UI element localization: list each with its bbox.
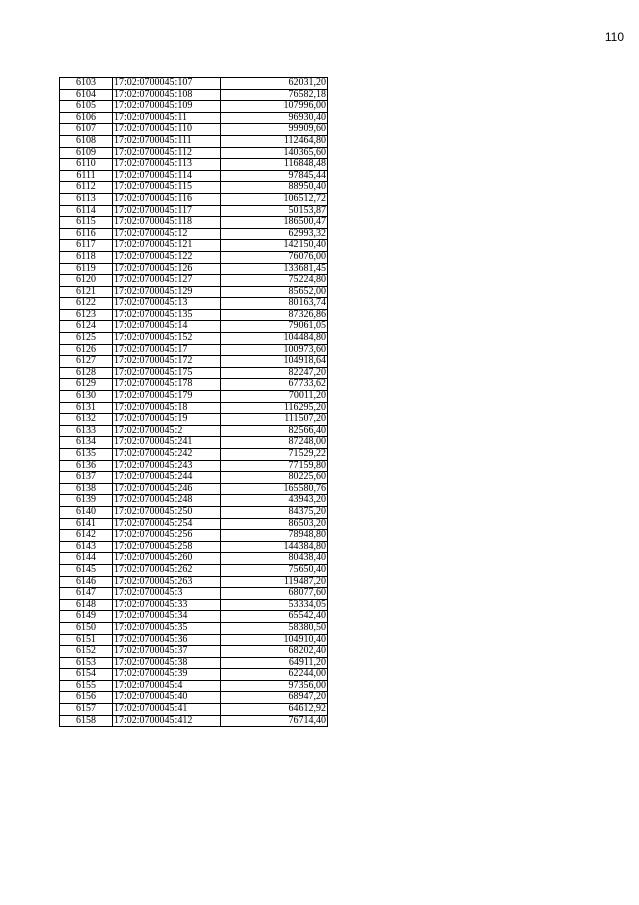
row-number-cell: 6122: [60, 298, 113, 310]
cadastral-number-cell: 17:02:0700045:412: [113, 715, 221, 727]
row-number-cell: 6142: [60, 530, 113, 542]
cadastral-number-cell: 17:02:0700045:14: [113, 321, 221, 333]
table-row: [60, 379, 328, 391]
cadastral-value-cell: 133681,45: [221, 263, 328, 275]
cadastral-value-cell: 75224,80: [221, 275, 328, 287]
cadastral-number-cell: 17:02:0700045:41: [113, 704, 221, 716]
table-row: [60, 112, 328, 124]
table-row: [60, 704, 328, 716]
row-number-cell: 6154: [60, 669, 113, 681]
cadastral-value-cell: 97845,44: [221, 170, 328, 182]
table-row: [60, 217, 328, 229]
cadastral-number-cell: 17:02:0700045:34: [113, 611, 221, 623]
cadastral-value-cell: 82247,20: [221, 367, 328, 379]
cadastral-number-cell: 17:02:0700045:40: [113, 692, 221, 704]
table-row: [60, 437, 328, 449]
row-number-cell: 6148: [60, 599, 113, 611]
cadastral-number-cell: 17:02:0700045:129: [113, 286, 221, 298]
table-row: [60, 101, 328, 113]
table-row: [60, 286, 328, 298]
cadastral-value-cell: 53334,05: [221, 599, 328, 611]
cadastral-number-cell: 17:02:0700045:107: [113, 78, 221, 90]
cadastral-number-cell: 17:02:0700045:12: [113, 228, 221, 240]
table-row: [60, 553, 328, 565]
cadastral-value-cell: 186500,47: [221, 217, 328, 229]
table-row: [60, 657, 328, 669]
cadastral-number-cell: 17:02:0700045:126: [113, 263, 221, 275]
cadastral-value-cell: 119487,20: [221, 576, 328, 588]
row-number-cell: 6127: [60, 356, 113, 368]
cadastral-number-cell: 17:02:0700045:117: [113, 205, 221, 217]
cadastral-number-cell: 17:02:0700045:241: [113, 437, 221, 449]
cadastral-value-cell: 68202,40: [221, 646, 328, 658]
cadastral-value-cell: 111507,20: [221, 414, 328, 426]
cadastral-value-cell: 140365,60: [221, 147, 328, 159]
cadastral-number-cell: 17:02:0700045:175: [113, 367, 221, 379]
row-number-cell: 6108: [60, 135, 113, 147]
table-row: [60, 333, 328, 345]
cadastral-value-cell: 116295,20: [221, 402, 328, 414]
table-row: [60, 402, 328, 414]
row-number-cell: 6116: [60, 228, 113, 240]
row-number-cell: 6147: [60, 588, 113, 600]
row-number-cell: 6119: [60, 263, 113, 275]
cadastral-number-cell: 17:02:0700045:13: [113, 298, 221, 310]
cadastral-value-cell: 76076,00: [221, 251, 328, 263]
cadastral-number-cell: 17:02:0700045:243: [113, 460, 221, 472]
cadastral-value-cell: 77159,80: [221, 460, 328, 472]
row-number-cell: 6135: [60, 449, 113, 461]
cadastral-number-cell: 17:02:0700045:111: [113, 135, 221, 147]
cadastral-value-cell: 78948,80: [221, 530, 328, 542]
table-row: [60, 715, 328, 727]
table-row: [60, 263, 328, 275]
table-row: [60, 367, 328, 379]
cadastral-number-cell: 17:02:0700045:179: [113, 391, 221, 403]
cadastral-number-cell: 17:02:0700045:115: [113, 182, 221, 194]
row-number-cell: 6138: [60, 483, 113, 495]
cadastral-number-cell: 17:02:0700045:178: [113, 379, 221, 391]
table-row: [60, 182, 328, 194]
cadastral-value-table: [59, 77, 328, 727]
row-number-cell: 6114: [60, 205, 113, 217]
cadastral-number-cell: 17:02:0700045:36: [113, 634, 221, 646]
cadastral-value-cell: 62244,00: [221, 669, 328, 681]
row-number-cell: 6131: [60, 402, 113, 414]
row-number-cell: 6124: [60, 321, 113, 333]
row-number-cell: 6106: [60, 112, 113, 124]
cadastral-value-cell: 67733,62: [221, 379, 328, 391]
row-number-cell: 6144: [60, 553, 113, 565]
row-number-cell: 6152: [60, 646, 113, 658]
row-number-cell: 6111: [60, 170, 113, 182]
row-number-cell: 6118: [60, 251, 113, 263]
table-row: [60, 321, 328, 333]
table-row: [60, 622, 328, 634]
cadastral-value-cell: 79061,05: [221, 321, 328, 333]
row-number-cell: 6137: [60, 472, 113, 484]
table-row: [60, 251, 328, 263]
row-number-cell: 6136: [60, 460, 113, 472]
table-row: [60, 611, 328, 623]
cadastral-value-cell: 50153,87: [221, 205, 328, 217]
cadastral-value-cell: 82566,40: [221, 425, 328, 437]
row-number-cell: 6153: [60, 657, 113, 669]
table-row: [60, 356, 328, 368]
cadastral-number-cell: 17:02:0700045:109: [113, 101, 221, 113]
cadastral-value-cell: 62993,32: [221, 228, 328, 240]
table-row: [60, 541, 328, 553]
cadastral-number-cell: 17:02:0700045:110: [113, 124, 221, 136]
row-number-cell: 6143: [60, 541, 113, 553]
cadastral-value-cell: 165580,76: [221, 483, 328, 495]
cadastral-value-cell: 62031,20: [221, 78, 328, 90]
table-row: [60, 634, 328, 646]
cadastral-value-cell: 144384,80: [221, 541, 328, 553]
row-number-cell: 6115: [60, 217, 113, 229]
cadastral-value-cell: 88950,40: [221, 182, 328, 194]
cadastral-value-cell: 96930,40: [221, 112, 328, 124]
cadastral-value-cell: 64612,92: [221, 704, 328, 716]
cadastral-number-cell: 17:02:0700045:118: [113, 217, 221, 229]
table-row: [60, 692, 328, 704]
row-number-cell: 6157: [60, 704, 113, 716]
page-number: 110: [604, 30, 624, 44]
table-row: [60, 135, 328, 147]
cadastral-value-cell: 116848,48: [221, 159, 328, 171]
cadastral-value-cell: 71529,22: [221, 449, 328, 461]
cadastral-number-cell: 17:02:0700045:108: [113, 89, 221, 101]
cadastral-number-cell: 17:02:0700045:18: [113, 402, 221, 414]
table-row: [60, 78, 328, 90]
cadastral-number-cell: 17:02:0700045:11: [113, 112, 221, 124]
cadastral-number-cell: 17:02:0700045:37: [113, 646, 221, 658]
table-row: [60, 449, 328, 461]
cadastral-number-cell: 17:02:0700045:121: [113, 240, 221, 252]
table-row: [60, 391, 328, 403]
row-number-cell: 6155: [60, 680, 113, 692]
table-body: [60, 78, 328, 727]
row-number-cell: 6132: [60, 414, 113, 426]
cadastral-value-cell: 65542,40: [221, 611, 328, 623]
cadastral-value-cell: 68077,60: [221, 588, 328, 600]
cadastral-number-cell: 17:02:0700045:262: [113, 564, 221, 576]
cadastral-number-cell: 17:02:0700045:135: [113, 309, 221, 321]
table-row: [60, 193, 328, 205]
cadastral-number-cell: 17:02:0700045:38: [113, 657, 221, 669]
row-number-cell: 6139: [60, 495, 113, 507]
cadastral-value-cell: 76714,40: [221, 715, 328, 727]
cadastral-number-cell: 17:02:0700045:35: [113, 622, 221, 634]
row-number-cell: 6145: [60, 564, 113, 576]
table-row: [60, 414, 328, 426]
cadastral-number-cell: 17:02:0700045:112: [113, 147, 221, 159]
cadastral-number-cell: 17:02:0700045:152: [113, 333, 221, 345]
cadastral-number-cell: 17:02:0700045:172: [113, 356, 221, 368]
row-number-cell: 6112: [60, 182, 113, 194]
table-row: [60, 680, 328, 692]
row-number-cell: 6128: [60, 367, 113, 379]
row-number-cell: 6133: [60, 425, 113, 437]
row-number-cell: 6140: [60, 506, 113, 518]
row-number-cell: 6126: [60, 344, 113, 356]
cadastral-number-cell: 17:02:0700045:4: [113, 680, 221, 692]
table-row: [60, 669, 328, 681]
row-number-cell: 6146: [60, 576, 113, 588]
cadastral-number-cell: 17:02:0700045:254: [113, 518, 221, 530]
cadastral-number-cell: 17:02:0700045:114: [113, 170, 221, 182]
table-row: [60, 506, 328, 518]
table-row: [60, 588, 328, 600]
cadastral-value-cell: 104484,80: [221, 333, 328, 345]
row-number-cell: 6123: [60, 309, 113, 321]
cadastral-value-cell: 43943,20: [221, 495, 328, 507]
cadastral-value-cell: 107996,00: [221, 101, 328, 113]
cadastral-value-cell: 86503,20: [221, 518, 328, 530]
row-number-cell: 6105: [60, 101, 113, 113]
row-number-cell: 6120: [60, 275, 113, 287]
row-number-cell: 6158: [60, 715, 113, 727]
row-number-cell: 6130: [60, 391, 113, 403]
cadastral-value-cell: 58380,50: [221, 622, 328, 634]
cadastral-value-cell: 68947,20: [221, 692, 328, 704]
table-row: [60, 530, 328, 542]
cadastral-value-cell: 106512,72: [221, 193, 328, 205]
row-number-cell: 6156: [60, 692, 113, 704]
cadastral-value-cell: 87248,00: [221, 437, 328, 449]
row-number-cell: 6109: [60, 147, 113, 159]
cadastral-number-cell: 17:02:0700045:2: [113, 425, 221, 437]
table-row: [60, 89, 328, 101]
cadastral-value-cell: 75650,40: [221, 564, 328, 576]
cadastral-value-cell: 87326,86: [221, 309, 328, 321]
table-row: [60, 298, 328, 310]
table-row: [60, 170, 328, 182]
cadastral-number-cell: 17:02:0700045:263: [113, 576, 221, 588]
cadastral-number-cell: 17:02:0700045:258: [113, 541, 221, 553]
cadastral-number-cell: 17:02:0700045:246: [113, 483, 221, 495]
row-number-cell: 6121: [60, 286, 113, 298]
cadastral-number-cell: 17:02:0700045:122: [113, 251, 221, 263]
table-row: [60, 124, 328, 136]
cadastral-value-cell: 142150,40: [221, 240, 328, 252]
cadastral-value-cell: 84375,20: [221, 506, 328, 518]
cadastral-number-cell: 17:02:0700045:244: [113, 472, 221, 484]
cadastral-number-cell: 17:02:0700045:113: [113, 159, 221, 171]
row-number-cell: 6117: [60, 240, 113, 252]
cadastral-value-cell: 76582,18: [221, 89, 328, 101]
table-row: [60, 483, 328, 495]
row-number-cell: 6107: [60, 124, 113, 136]
row-number-cell: 6104: [60, 89, 113, 101]
table-row: [60, 344, 328, 356]
row-number-cell: 6110: [60, 159, 113, 171]
cadastral-number-cell: 17:02:0700045:260: [113, 553, 221, 565]
cadastral-number-cell: 17:02:0700045:242: [113, 449, 221, 461]
cadastral-number-cell: 17:02:0700045:33: [113, 599, 221, 611]
cadastral-value-cell: 80438,40: [221, 553, 328, 565]
row-number-cell: 6150: [60, 622, 113, 634]
row-number-cell: 6149: [60, 611, 113, 623]
cadastral-value-cell: 112464,80: [221, 135, 328, 147]
table-row: [60, 472, 328, 484]
cadastral-number-cell: 17:02:0700045:248: [113, 495, 221, 507]
row-number-cell: 6151: [60, 634, 113, 646]
row-number-cell: 6129: [60, 379, 113, 391]
table-row: [60, 576, 328, 588]
table-row: [60, 240, 328, 252]
cadastral-number-cell: 17:02:0700045:256: [113, 530, 221, 542]
table-row: [60, 518, 328, 530]
cadastral-value-cell: 70011,20: [221, 391, 328, 403]
cadastral-value-cell: 97356,00: [221, 680, 328, 692]
row-number-cell: 6113: [60, 193, 113, 205]
cadastral-value-cell: 100973,60: [221, 344, 328, 356]
table-row: [60, 275, 328, 287]
table-row: [60, 646, 328, 658]
table-row: [60, 564, 328, 576]
cadastral-value-cell: 99909,60: [221, 124, 328, 136]
table-row: [60, 228, 328, 240]
row-number-cell: 6134: [60, 437, 113, 449]
cadastral-number-cell: 17:02:0700045:3: [113, 588, 221, 600]
table-row: [60, 495, 328, 507]
cadastral-value-cell: 104910,40: [221, 634, 328, 646]
table-row: [60, 425, 328, 437]
cadastral-number-cell: 17:02:0700045:116: [113, 193, 221, 205]
table-row: [60, 147, 328, 159]
cadastral-number-cell: 17:02:0700045:39: [113, 669, 221, 681]
cadastral-number-cell: 17:02:0700045:19: [113, 414, 221, 426]
cadastral-value-cell: 104918,64: [221, 356, 328, 368]
row-number-cell: 6103: [60, 78, 113, 90]
cadastral-number-cell: 17:02:0700045:127: [113, 275, 221, 287]
row-number-cell: 6141: [60, 518, 113, 530]
table-row: [60, 309, 328, 321]
cadastral-number-cell: 17:02:0700045:250: [113, 506, 221, 518]
table-row: [60, 460, 328, 472]
table-row: [60, 205, 328, 217]
cadastral-value-cell: 80163,74: [221, 298, 328, 310]
cadastral-value-cell: 85652,00: [221, 286, 328, 298]
table-row: [60, 159, 328, 171]
cadastral-number-cell: 17:02:0700045:17: [113, 344, 221, 356]
cadastral-value-cell: 64911,20: [221, 657, 328, 669]
row-number-cell: 6125: [60, 333, 113, 345]
table-row: [60, 599, 328, 611]
cadastral-value-cell: 80225,60: [221, 472, 328, 484]
